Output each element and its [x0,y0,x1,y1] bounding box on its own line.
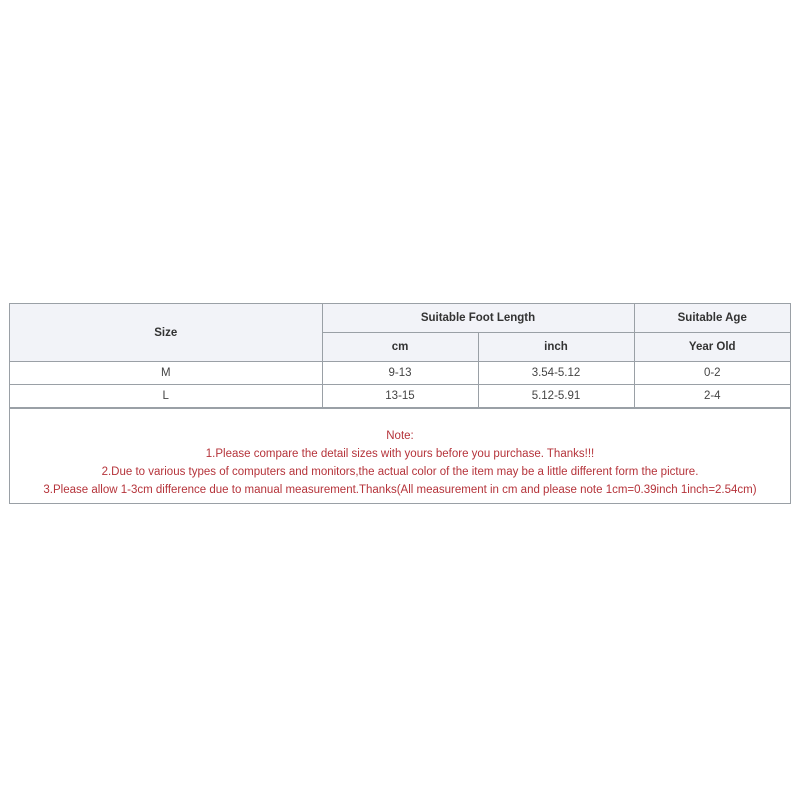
size-cell: L [10,385,322,408]
age-cell: 0-2 [634,362,790,385]
foot-length-header: Suitable Foot Length [322,304,634,333]
cm-cell: 9-13 [322,362,478,385]
cm-header: cm [322,333,478,362]
size-header: Size [10,304,322,362]
age-header: Suitable Age [634,304,790,333]
note-line: 1.Please compare the detail sizes with yours before you purchase. Thanks!!! [205,448,595,460]
age-cell: 2-4 [634,385,790,408]
cm-cell: 13-15 [322,385,478,408]
size-table [10,304,790,408]
note-line: 3.Please allow 1-3cm difference due to manual measurement.Thanks(All measurement in cm and please note 1cm=0.39inch 1inch=2.54cm) [43,484,757,496]
size-cell: M [10,362,322,385]
table-row [10,362,790,385]
inch-cell: 5.12-5.91 [478,385,634,408]
size-chart [9,303,791,504]
note-line: 2.Due to various types of computers and monitors,the actual color of the item may be a little different form the picture. [101,466,699,478]
note-title: Note: [386,430,414,442]
year-old-header: Year Old [634,333,790,362]
notes-section [10,408,790,503]
header-row [10,304,790,333]
inch-cell: 3.54-5.12 [478,362,634,385]
table-row [10,385,790,408]
inch-header: inch [478,333,634,362]
